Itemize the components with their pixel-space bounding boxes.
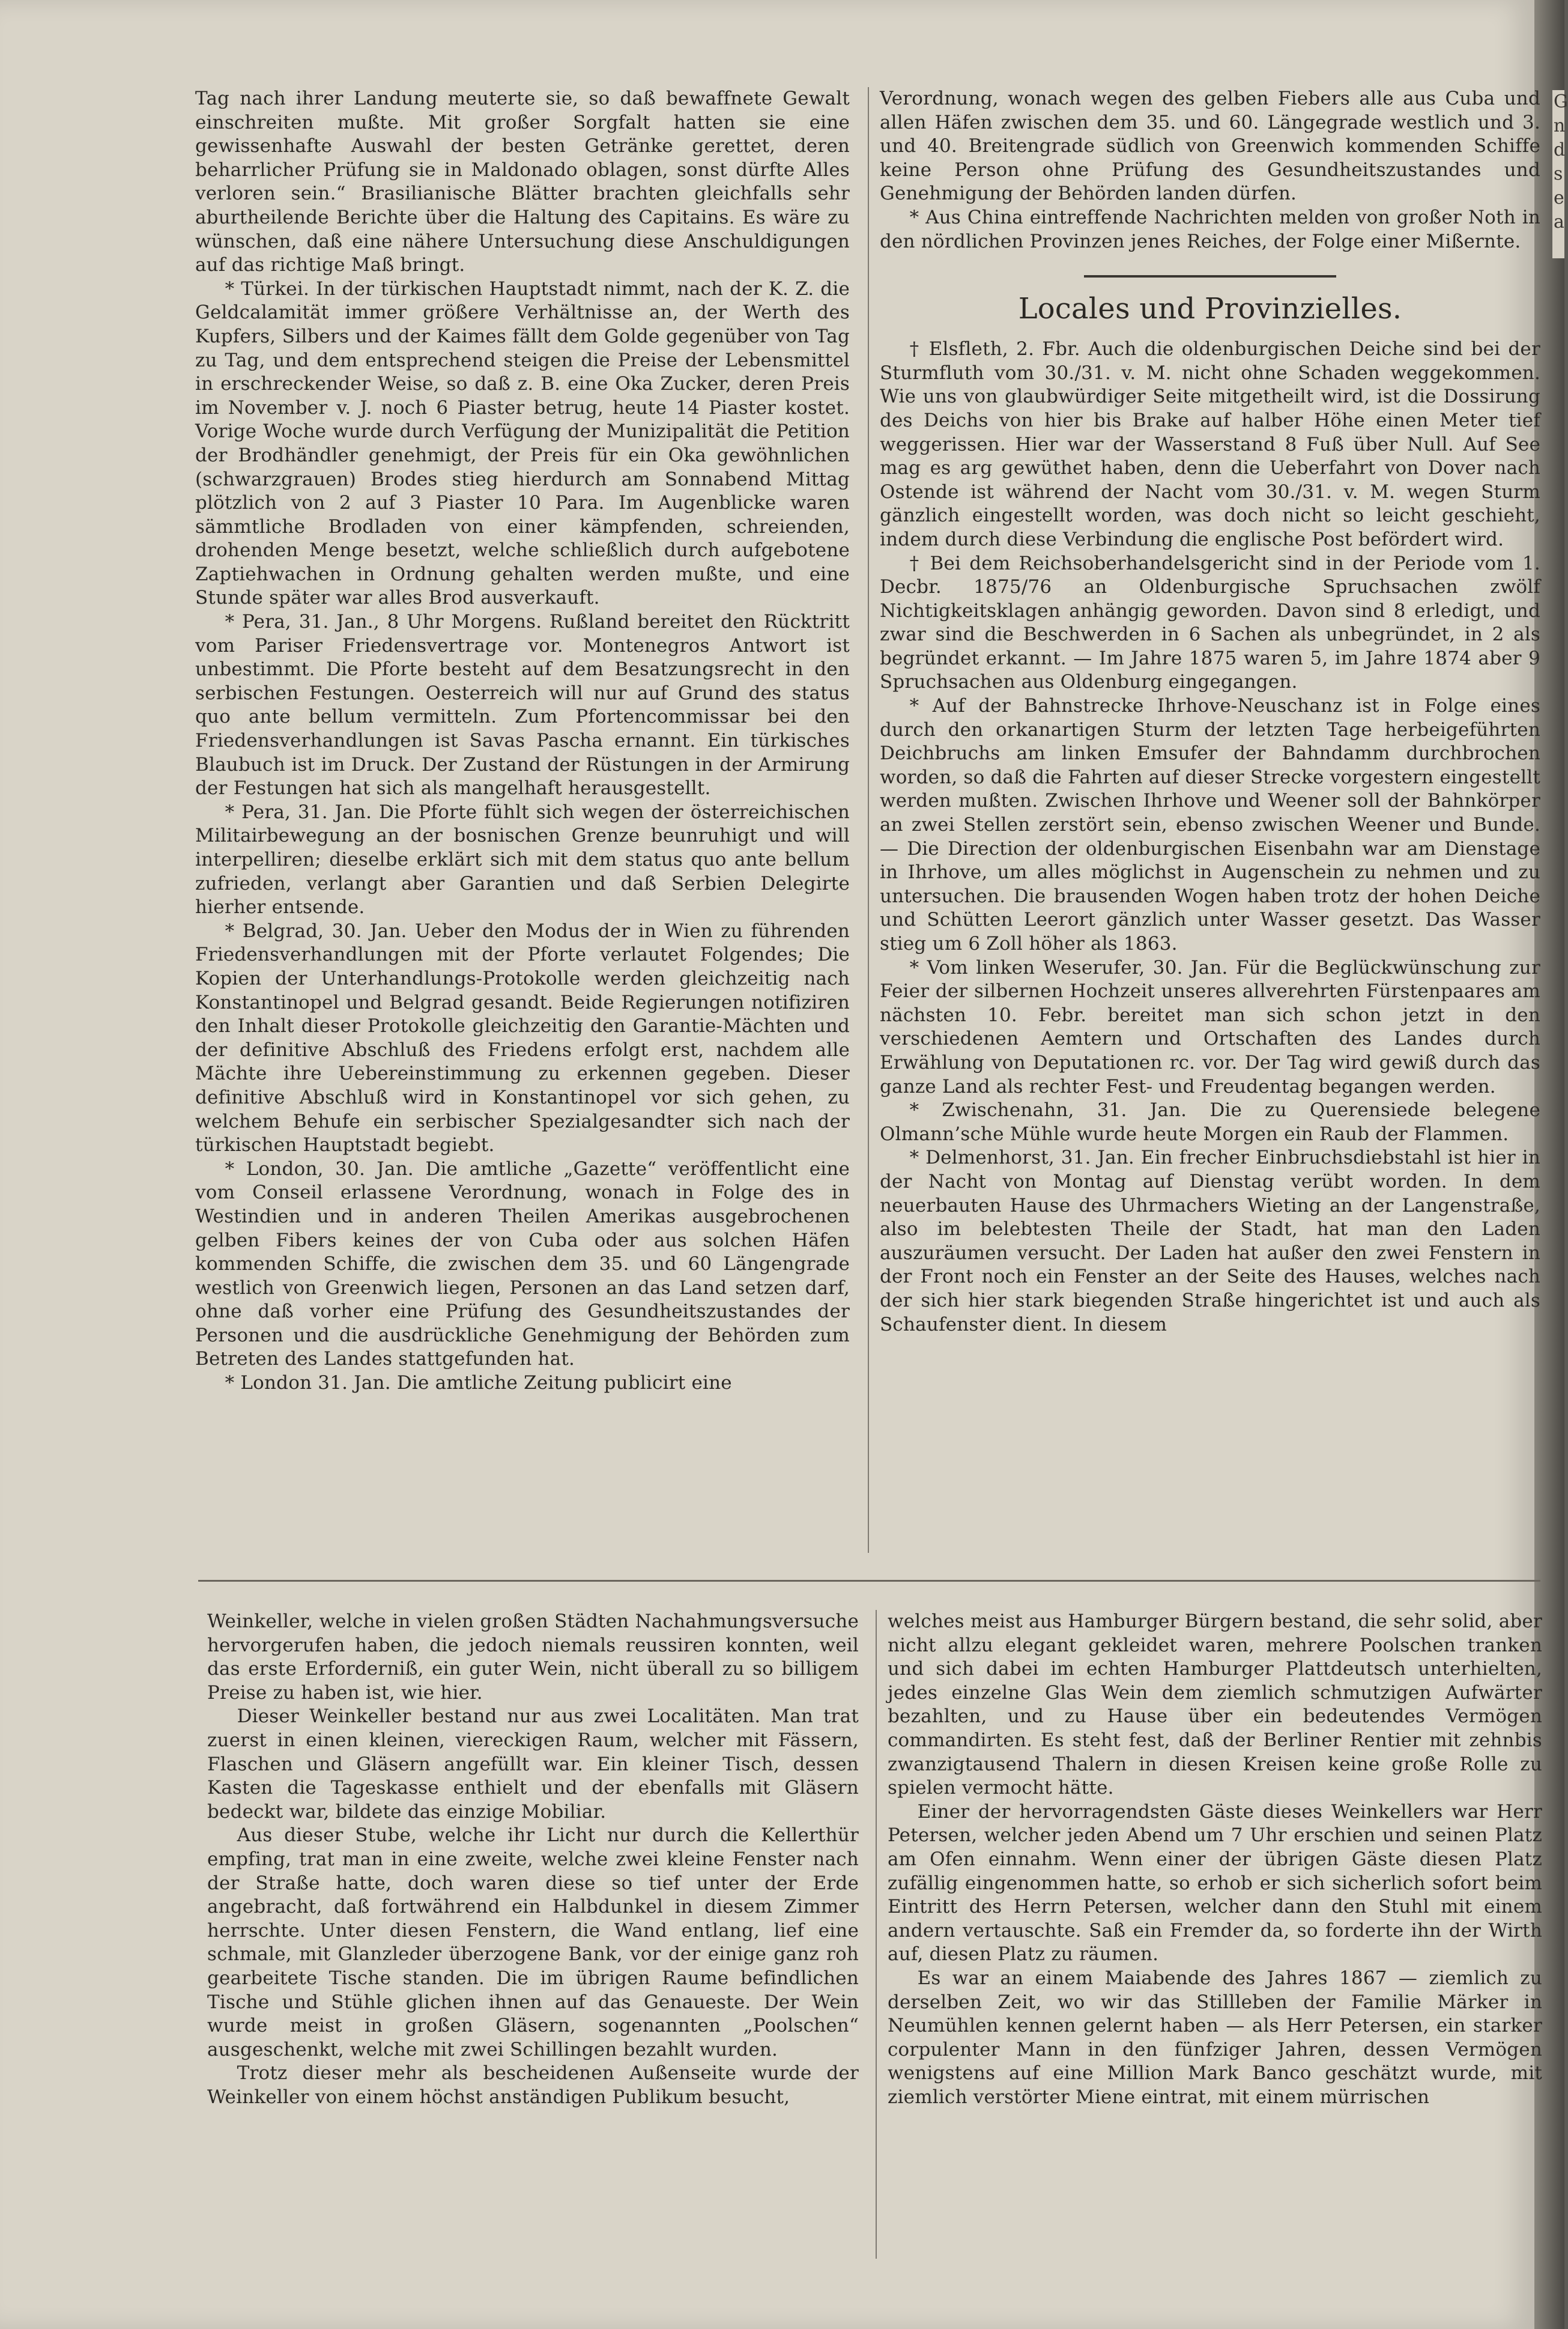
paragraph: Aus dieser Stube, welche ihr Licht nur durch die Kellerthür empfing, trat man in eine zweite, welche zwei kleine Fenster nach der Straße hatte, doch waren diese so tief unter der Erde angebracht, daß fortwährend ein Halbdunkel in diesem Zimmer herrschte. Unter diesen Fenstern, die Wand entlang, lief eine schmale, mit Glanzleder überzogene Bank, vor der einige ganz roh gearbeitete Tische standen. Die im übrigen Raume befindlichen Tische und Stühle glichen ihnen auf das Genaueste. Der Wein wurde meist in großen Gläsern, sogenannten „Poolschen“ ausgeschenkt, welche mit zwei Schillingen bezahlt wurden. [207, 1824, 859, 2060]
paragraph: * Auf der Bahnstrecke Ihrhove-Neuschanz ist in Folge eines durch den orkanartigen Sturm der letzten Tage herbeigeführten Deichbruchs am linken Emsufer der Bahndamm durchbrochen worden, so daß die Fahrten auf dieser Strecke vorgestern eingestellt werden mußten. Zwischen Ihrhove und Weener soll der Bahnkörper an zwei Stellen zerstört sein, ebenso zwischen Weener und Bunde. — Die Direction der oldenburgischen Eisenbahn war am Dienstage in Ihrhove, um alles möglichst in Augenschein zu nehmen und zu untersuchen. Die brausenden Wogen haben trotz der hohen Deiche und Schütten Leerort gänzlich unter Wasser gesetzt. Das Wasser stieg um 6 Zoll höher als 1863. [880, 695, 1541, 955]
paragraph: * Delmenhorst, 31. Jan. Ein frecher Einbruchsdiebstahl ist hier in der Nacht von Montag auf Dienstag verübt worden. In dem neuerbauten Hause des Uhrmachers Wieting an der Langenstraße, also im belebtesten Theile der Stadt, hat man den Laden auszuräumen versucht. Der Laden hat außer den zwei Fenstern in der Front noch ein Fenster an der Seite des Hauses, welches nach der sich hier stark biegenden Straße hingerichtet ist und auch als Schaufenster dient. In diesem [880, 1147, 1540, 1335]
news-column-right-top [880, 87, 1540, 254]
paragraph: * Pera, 31. Jan. Die Pforte fühlt sich wegen der österreichischen Militairbewegung an der bosnischen Grenze beunruhigt und will interpelliren; dieselbe erklärt sich mit dem status quo ante bellum zufrieden, verlangt aber Garantien und daß Serbien Delegirte hierher entsende. [195, 801, 850, 919]
paragraph: * Aus China eintreffende Nachrichten melden von großer Noth in den nördlichen Provinzen jenes Reiches, der Folge einer Mißernte. [880, 206, 1540, 252]
edge-letter: G [1554, 91, 1568, 112]
local-news [880, 338, 1540, 1337]
paragraph: * Vom linken Weserufer, 30. Jan. Für die Beglückwünschung zur Feier der silbernen Hochzeit unseres allverehrten Fürstenpaares am nächsten 10. Febr. bereitet man sich schon jetzt in den verschiedenen Aemtern und Ortschaften des Landes durch Erwählung von Deputationen rc. vor. Der Tag wird gewiß durch das ganze Land als rechter Fest- und Freudentag begangen werden. [880, 956, 1540, 1098]
paragraph: Dieser Weinkeller bestand nur aus zwei Localitäten. Man trat zuerst in einen kleinen, viereckigen Raum, welcher mit Fässern, Flaschen und Gläsern angefüllt war. Ein kleiner Tisch, dessen Kasten die Tageskasse enthielt und der ebenfalls mit Gläsern bedeckt war, bildete das einzige Mobiliar. [207, 1705, 859, 1823]
edge-letter: a [1554, 211, 1564, 232]
paragraph: Es war an einem Maiabende des Jahres 1867 — ziemlich zu derselben Zeit, wo wir das Stillleben der Familie Märker in Neumühlen kennen gelernt haben — als Herr Petersen, ein starker corpulenter Mann in den fünfziger Jahren, dessen Vermögen wenigstens auf eine Million Mark Banco geschätzt wurde, mit ziemlich verstörter Miene eintrat, mit einem mürrischen [888, 1967, 1542, 2108]
paragraph: * London 31. Jan. Die amtliche Zeitung publicirt eine [225, 1372, 732, 1394]
paragraph: Trotz dieser mehr als bescheidenen Außenseite wurde der Weinkeller von einem höchst anständigen Publikum besucht, [207, 2062, 859, 2108]
adjacent-page-strip [1552, 90, 1568, 258]
edge-letter: d [1554, 139, 1566, 160]
paragraph: Tag nach ihrer Landung meuterte sie, so daß bewaffnete Gewalt einschreiten mußte. Mit großer Sorgfalt hatten sie eine gewissenhafte Auswahl der besten Getränke gerettet, deren beharrlicher Prüfung sie in Maldonado oblagen, sonst dürfte Alles verloren sein.“ Brasilianische Blätter brachten gleichfalls sehr aburtheilende Berichte über die Haltung des Capitains. Es wäre zu wünschen, daß eine nähere Untersuchung diese Anschuldigungen auf das richtige Maß bringt. [195, 88, 850, 276]
edge-letter: s [1554, 163, 1563, 184]
news-column-right [880, 87, 1540, 1553]
paragraph: * London, 30. Jan. Die amtliche „Gazette“ veröffentlicht eine vom Conseil erlassene Verordnung, wonach in Folge des in Westindien und in anderen Theilen Amerikas ausgebrochenen gelben Fibers keines der von Cuba oder aus solchen Häfen kommenden Schiffe, die zwischen dem 35. und 60 Längengrade westlich von Greenwich liegen, Personen an das Land setzen darf, ohne daß vorher eine Prüfung des Gesundheitszustandes der Personen und die ausdrückliche Genehmigung der Behörden zum Betreten des Landes stattgefunden hat. [195, 1158, 850, 1370]
section-heading: Locales und Provinzielles. [1018, 292, 1402, 326]
column-divider-bottom [876, 1610, 877, 2259]
paragraph: * Belgrad, 30. Jan. Ueber den Modus der in Wien zu führenden Friedensverhandlungen mit der Pforte verlautet Folgendes; Die Kopien der Unterhandlungs-Protokolle werden gleichzeitig nach Konstantinopel und Belgrad gesandt. Beide Regierungen notifiziren den Inhalt dieser Protokolle gleichzeitig den Garantie-Mächten und der definitive Abschluß des Friedens erfolgt erst, nachdem alle Mächte ihre Uebereinstimmung zu erkennen gegeben. Dieser definitive Abschluß wird in Konstantinopel vor sich gehen, zu welchem Behufe ein serbischer Spezialgesandter sich nach der türkischen Hauptstadt begiebt. [195, 920, 850, 1156]
paragraph: † Bei dem Reichsoberhandelsgericht sind in der Periode vom 1. Decbr. 1875/76 an Oldenburgische Spruchsachen zwölf Nichtigkeitsklagen anhängig geworden. Davon sind 8 erledigt, und zwar sind die Beschwerden in 6 Sachen als unbegründet, in 2 als begründet erkannt. — Im Jahre 1875 waren 5, im Jahre 1874 aber 9 Spruchsachen aus Oldenburg eingegangen. [880, 552, 1540, 693]
paragraph: welches meist aus Hamburger Bürgern bestand, die sehr solid, aber nicht allzu elegant gekleidet waren, mehrere Poolschen tranken und sich dabei im echten Hamburger Plattdeutsch unterhielten, jedes einzelne Glas Wein dem ziemlich schmutzigen Aufwärter bezahlten, und zu Hause über ein bedeutendes Vermögen commandirten. Es steht fest, daß der Berliner Rentier mit zehnbis zwanzigtausend Thalern in diesen Kreisen keine große Rolle zu spielen vermocht hätte. [888, 1611, 1542, 1799]
feuilleton-column-left [207, 1610, 859, 2247]
paragraph: Verordnung, wonach wegen des gelben Fiebers alle aus Cuba und allen Häfen zwischen dem 35. und 60. Längegrade westlich und 3. und 40. Breitengrade südlich von Greenwich kommenden Schiffe keine Person ohne Prüfung des Gesundheitszustandes und Genehmigung der Behörden landen dürfen. [880, 88, 1540, 205]
feuilleton-column-right [888, 1610, 1542, 2247]
news-column-left [195, 87, 850, 1553]
paragraph: * Zwischenahn, 31. Jan. Die zu Querensiede belegene Olmann’sche Mühle wurde heute Morgen ein Raub der Flammen. [880, 1099, 1540, 1145]
edge-letter: e [1554, 187, 1564, 208]
paragraph: Einer der hervorragendsten Gäste dieses Weinkellers war Herr Petersen, welcher jeden Abend um 7 Uhr erschien und seinen Platz am Ofen einnahm. Wenn einer der übrigen Gäste diesen Platz zufällig eingenommen hatte, so erhob er sich sicherlich sofort beim Eintritt des Herrn Petersen, welcher dann den Stuhl mit einem andern vertauschte. Saß ein Fremder da, so forderte ihn der Wirth auf, diesen Platz zu räumen. [888, 1800, 1542, 1966]
section-rule [1084, 275, 1336, 278]
column-divider-top [868, 87, 869, 1553]
paragraph: † Elsfleth, 2. Fbr. Auch die oldenburgischen Deiche sind bei der Sturmfluth vom 30./31. v. M. nicht ohne Schaden weggekommen. Wie uns von glaubwürdiger Seite mitgetheilt wird, ist die Dossirung des Deichs von hier bis Brake auf halber Höhe einen Meter tief weggerissen. Hier war der Wasserstand 8 Fuß über Null. Auf See mag es arg gewüthet haben, denn die Ueberfahrt von Dover nach Ostende ist während der Nacht vom 30./31. v. M. wegen Sturm gänzlich eingestellt worden, was doch nicht so leicht geschieht, indem durch diese Verbindung die englische Post befördert wird. [880, 338, 1540, 550]
feuilleton-divider [198, 1580, 1540, 1582]
paragraph: Weinkeller, welche in vielen großen Städten Nachahmungsversuche hervorgerufen haben, die jedoch niemals reussiren konnten, weil das erste Erforderniß, ein guter Wein, nicht überall zu so billigem Preise zu haben ist, wie hier. [207, 1611, 859, 1704]
paragraph: * Türkei. In der türkischen Hauptstadt nimmt, nach der K. Z. die Geldcalamität immer größere Verhältnisse an, der Werth des Kupfers, Silbers und der Kaimes fällt dem Golde gegenüber von Tag zu Tag, und dem entsprechend steigen die Preise der Lebensmittel in erschreckender Weise, so daß z. B. eine Oka Zucker, deren Preis im November v. J. noch 6 Piaster betrug, heute 14 Piaster kostet. Vorige Woche wurde durch Verfügung der Munizipalität die Petition der Brodhändler genehmigt, der Preis für ein Oka gewöhnlichen (schwarzgrauen) Brodes stieg hierdurch am Sonnabend Mittag plötzlich von 2 auf 3 Piaster 10 Para. Im Augenblicke waren sämmtliche Brodladen von einer kämpfenden, schreienden, drohenden Menge besetzt, welche schließlich durch aufgebotene Zaptiehwachen in Ordnung gehalten werden mußte, und eine Stunde später war alles Brod ausverkauft. [195, 278, 850, 609]
paragraph: * Pera, 31. Jan., 8 Uhr Morgens. Rußland bereitet den Rücktritt vom Pariser Friedensvertrage vor. Montenegros Antwort ist unbestimmt. Die Pforte besteht auf dem Besatzungsrecht in den serbischen Festungen. Oesterreich will nur auf Grund des status quo ante bellum vermitteln. Zum Pfortencommissar bei den Friedensverhandlungen ist Savas Pascha ernannt. Ein türkisches Blaubuch ist im Druck. Der Zustand der Rüstungen in der Armirung der Festungen hat sich als mangelhaft herausgestellt. [195, 611, 850, 800]
edge-letter: n [1554, 115, 1566, 136]
